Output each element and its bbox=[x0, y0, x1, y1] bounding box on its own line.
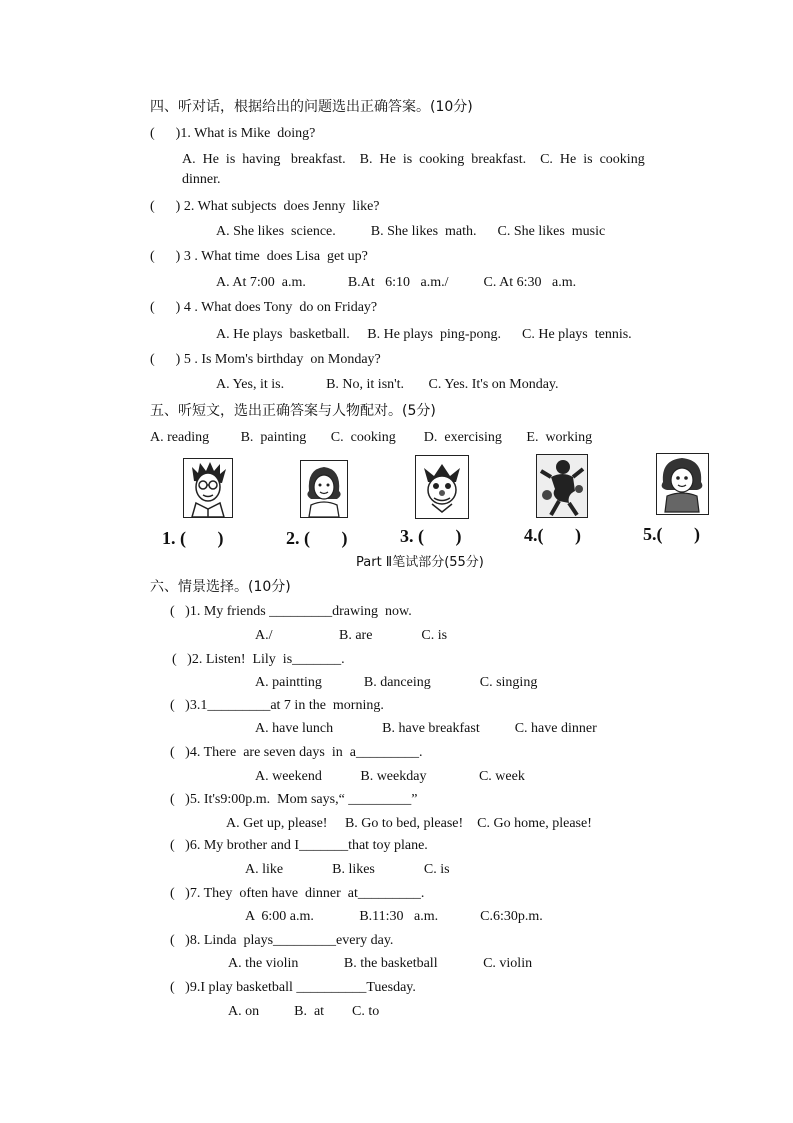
curly-hair-kid-icon bbox=[656, 453, 709, 515]
match-blank-2[interactable]: 2. ( ) bbox=[286, 528, 348, 548]
q4-5-options: A. Yes, it is. B. No, it isn't. C. Yes. It's on Monday. bbox=[216, 377, 559, 392]
section6-title: 六、情景选择。(10分) bbox=[150, 579, 291, 595]
q4-2-options: A. She likes science. B. She likes math. C. She likes music bbox=[216, 224, 606, 239]
part2-title: Part Ⅱ笔试部分(55分) bbox=[356, 555, 484, 570]
dancing-figure-icon bbox=[536, 454, 588, 518]
section5-choices: A. reading B. painting C. cooking D. exercising E. working bbox=[150, 430, 593, 445]
q6-2-options: A. paintting B. danceing C. singing bbox=[255, 675, 538, 690]
q6-7-options: A 6:00 a.m. B.11:30 a.m. C.6:30p.m. bbox=[245, 909, 543, 924]
match-blank-1[interactable]: 1. ( ) bbox=[162, 528, 224, 548]
q4-3: ( ) 3 . What time does Lisa get up? bbox=[150, 249, 368, 264]
q6-1-options: A./ B. are C. is bbox=[255, 628, 448, 643]
q6-1: ( )1. My friends _________drawing now. bbox=[170, 604, 412, 619]
match-blank-5[interactable]: 5.( ) bbox=[643, 524, 700, 544]
q6-8-options: A. the violin B. the basketball C. violin bbox=[228, 956, 533, 971]
q6-9-options: A. on B. at C. to bbox=[228, 1004, 380, 1019]
clown-face-icon bbox=[415, 455, 469, 519]
q4-1: ( )1. What is Mike doing? bbox=[150, 126, 316, 141]
q6-9: ( )9.I play basketball __________Tuesday. bbox=[170, 980, 416, 995]
q4-2: ( ) 2. What subjects does Jenny like? bbox=[150, 199, 380, 214]
q4-1-options-cont: dinner. bbox=[182, 172, 221, 187]
q6-8: ( )8. Linda plays_________every day. bbox=[170, 933, 394, 948]
q6-4-options: A. weekend B. weekday C. week bbox=[255, 769, 525, 784]
q6-3-options: A. have lunch B. have breakfast C. have dinner bbox=[255, 721, 597, 736]
q4-1-options: A. He is having breakfast. B. He is cooking breakfast. C. He is cooking bbox=[182, 152, 645, 167]
q4-5: ( ) 5 . Is Mom's birthday on Monday? bbox=[150, 352, 381, 367]
q6-7: ( )7. They often have dinner at_________. bbox=[170, 886, 425, 901]
q6-3: ( )3.1_________at 7 in the morning. bbox=[170, 698, 384, 713]
section5-title: 五、听短文，选出正确答案与人物配对。(5分) bbox=[150, 403, 436, 419]
match-blank-4[interactable]: 4.( ) bbox=[524, 525, 581, 545]
section4-title: 四、听对话，根据给出的问题选出正确答案。(10分) bbox=[150, 99, 473, 115]
q6-6: ( )6. My brother and I_______that toy plane. bbox=[170, 838, 428, 853]
q6-6-options: A. like B. likes C. is bbox=[245, 862, 450, 877]
q4-4: ( ) 4 . What does Tony do on Friday? bbox=[150, 300, 378, 315]
girl-portrait-icon bbox=[300, 460, 348, 518]
q6-4: ( )4. There are seven days in a_________. bbox=[170, 745, 423, 760]
match-blank-3[interactable]: 3. ( ) bbox=[400, 526, 462, 546]
q4-3-options: A. At 7:00 a.m. B.At 6:10 a.m./ C. At 6:30 a.m. bbox=[216, 275, 577, 290]
q6-2: ( )2. Listen! Lily is_______. bbox=[172, 652, 345, 667]
boy-with-glasses-icon bbox=[183, 458, 233, 518]
q4-4-options: A. He plays basketball. B. He plays ping-pong. C. He plays tennis. bbox=[216, 327, 632, 342]
q6-5-options: A. Get up, please! B. Go to bed, please! C. Go home, please! bbox=[226, 816, 592, 831]
q6-5: ( )5. It's9:00p.m. Mom says,“ _________” bbox=[170, 792, 418, 807]
